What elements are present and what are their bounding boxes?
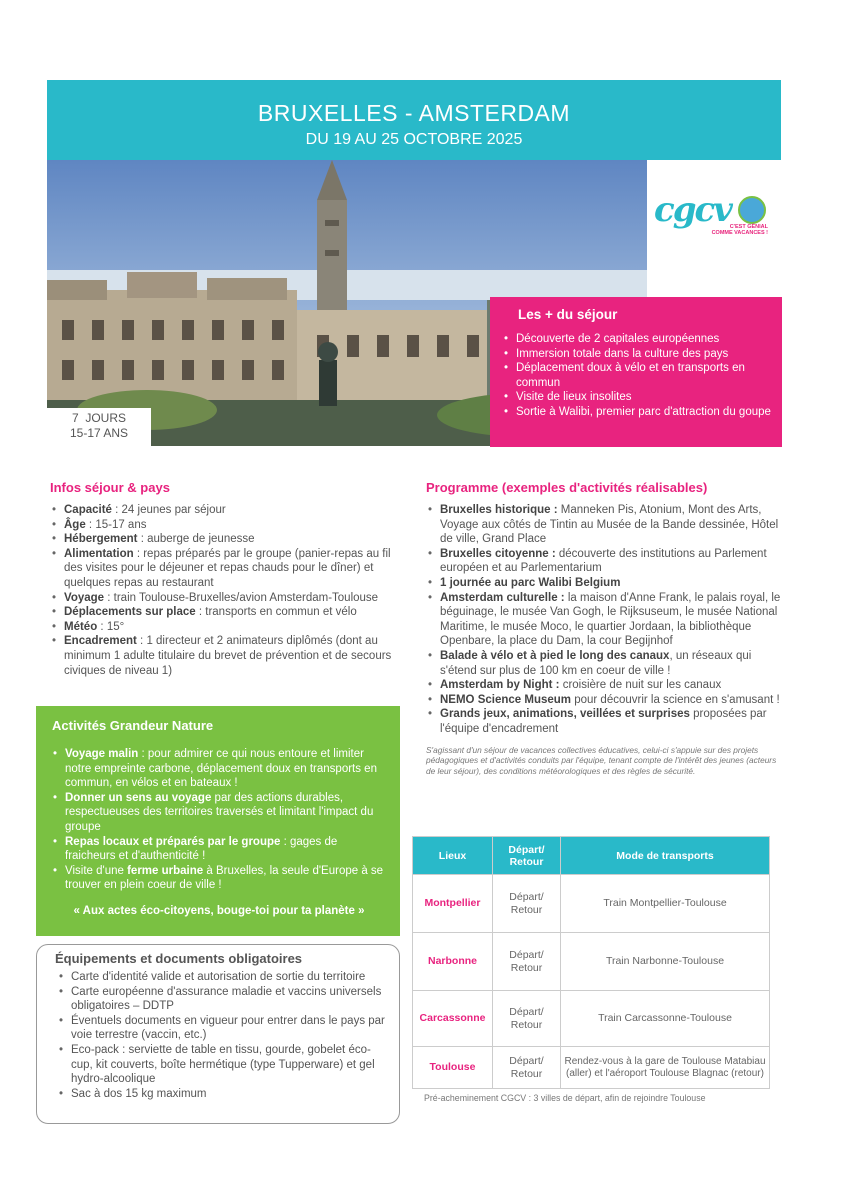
table-header-row bbox=[413, 837, 770, 875]
header-depart: Départ/ Retour bbox=[493, 837, 561, 875]
list-item: • Bruxelles historique : Manneken Pis, Atonium, Mont des Arts, Voyage aux côtés de Tintin au Musée de la Bande dessinée, Hôtel de ville, Grand Place bbox=[426, 503, 786, 547]
list-item: • Carte européenne d'assurance maladie et vaccins universels obligatoires – DDTP bbox=[55, 985, 385, 1014]
highlights-title: Les + du séjour bbox=[518, 307, 618, 322]
programme-section bbox=[426, 480, 786, 776]
list-item: • Voyage : train Toulouse-Bruxelles/avion Amsterdam-Toulouse bbox=[50, 591, 410, 606]
list-item: • Amsterdam culturelle : la maison d'Anne Frank, le palais royal, le béguinage, le musée Van Gogh, le Rijksuseum, le musée National Maritime, le musée Moco, le quartier Jordaan, la bibliothèque Openbare, la place du Dam, la cour Begijnhof bbox=[426, 591, 786, 649]
list-item: • Déplacements sur place : transports en commun et vélo bbox=[50, 605, 410, 620]
list-item: • Immersion totale dans la culture des pays bbox=[504, 347, 772, 362]
trip-title: BRUXELLES - AMSTERDAM bbox=[257, 100, 571, 126]
list-item: • 1 journée au parc Walibi Belgium bbox=[426, 576, 786, 591]
list-item: • Alimentation : repas préparés par le groupe (panier-repas au fil des visites pour le déjeuner et repas chauds pour le dîner) et quelques repas au restaurant bbox=[50, 547, 410, 591]
depart-cell: Départ/ Retour bbox=[493, 875, 561, 933]
list-item: • Météo : 15° bbox=[50, 620, 410, 635]
transport-footnote: Pré-acheminement CGCV : 3 villes de départ, afin de rejoindre Toulouse bbox=[424, 1093, 706, 1103]
mode-cell: Train Narbonne-Toulouse bbox=[561, 933, 770, 991]
list-item: • Eco-pack : serviette de table en tissu, gourde, gobelet éco-cup, kit couverts, boîte hermétique (type Tupperware) et gel hydro-alcoolique bbox=[55, 1043, 385, 1087]
trip-dates: DU 19 AU 25 OCTOBRE 2025 bbox=[305, 131, 523, 148]
nature-slogan: « Aux actes éco-citoyens, bouge-toi pour ta planète » bbox=[73, 904, 365, 917]
list-item: • Hébergement : auberge de jeunesse bbox=[50, 532, 410, 547]
nature-title: Activités Grandeur Nature bbox=[52, 718, 214, 733]
mode-cell: Train Montpellier-Toulouse bbox=[561, 875, 770, 933]
programme-title: Programme (exemples d'activités réalisables) bbox=[426, 480, 708, 495]
nature-activities-box bbox=[36, 706, 400, 936]
mode-cell: Train Carcassonne-Toulouse bbox=[561, 991, 770, 1047]
list-item: • Éventuels documents en vigueur pour entrer dans le pays par voie terrestre (vaccin, etc.) bbox=[55, 1014, 385, 1043]
list-item: • Visite d'une ferme urbaine à Bruxelles, la seule d'Europe à se trouver en plein coeur de ville ! bbox=[52, 864, 386, 893]
highlights-box bbox=[490, 297, 782, 447]
highlights-list bbox=[504, 332, 772, 419]
list-item: • Sortie à Walibi, premier parc d'attraction du goupe bbox=[504, 405, 772, 420]
trip-info-list bbox=[50, 503, 410, 678]
list-item: • Carte d'identité valide et autorisation de sortie du territoire bbox=[55, 970, 385, 985]
list-item: • Voyage malin : pour admirer ce qui nous entoure et limiter notre empreinte carbone, déplacement doux en transports en commun, en vélos et en bateaux ! bbox=[52, 747, 386, 791]
globe-icon bbox=[738, 196, 766, 224]
table-row bbox=[413, 875, 770, 933]
duration-box bbox=[47, 408, 151, 446]
logo-tagline: C'EST GÉNIAL COMME VACANCES ! bbox=[711, 224, 768, 236]
list-item: • Repas locaux et préparés par le groupe : gages de fraicheurs et d'authenticité ! bbox=[52, 835, 386, 864]
list-item: • Balade à vélo et à pied le long des canaux, un réseaux qui s'étend sur plus de 100 km en coeur de ville ! bbox=[426, 649, 786, 678]
duration-days: 7 JOURS bbox=[71, 411, 126, 425]
list-item: • Capacité : 24 jeunes par séjour bbox=[50, 503, 410, 518]
list-item: • Donner un sens au voyage par des actions durables, respectueuses des territoires traversés et limitant l'impact du groupe bbox=[52, 791, 386, 835]
table-row bbox=[413, 1047, 770, 1089]
header-mode: Mode de transports bbox=[561, 837, 770, 875]
cgcv-logo bbox=[652, 190, 782, 246]
equipment-list bbox=[55, 970, 385, 1101]
list-item: • Âge : 15-17 ans bbox=[50, 518, 410, 533]
mode-cell: Rendez-vous à la gare de Toulouse Matabiau (aller) et l'aéroport Toulouse Blagnac (retour) bbox=[561, 1047, 770, 1089]
transport-table bbox=[412, 836, 770, 1089]
list-item: • Grands jeux, animations, veillées et surprises proposées par l'équipe d'encadrement bbox=[426, 707, 786, 736]
city-cell: Narbonne bbox=[413, 933, 493, 991]
trip-info-title: Infos séjour & pays bbox=[50, 480, 170, 495]
list-item: • Bruxelles citoyenne : découverte des institutions au Parlement européen et au Parlementarium bbox=[426, 547, 786, 576]
depart-cell: Départ/ Retour bbox=[493, 1047, 561, 1089]
programme-list bbox=[426, 503, 786, 737]
nature-list bbox=[52, 747, 386, 893]
list-item: • Sac à dos 15 kg maximum bbox=[55, 1087, 385, 1102]
city-cell: Montpellier bbox=[413, 875, 493, 933]
table-row bbox=[413, 933, 770, 991]
list-item: • NEMO Science Museum pour découvrir la science en s'amusant ! bbox=[426, 693, 786, 708]
list-item: • Déplacement doux à vélo et en transports en commun bbox=[504, 361, 772, 390]
equipment-title: Équipements et documents obligatoires bbox=[55, 951, 303, 966]
list-item: • Amsterdam by Night : croisière de nuit sur les canaux bbox=[426, 678, 786, 693]
list-item: • Visite de lieux insolites bbox=[504, 390, 772, 405]
city-cell: Carcassonne bbox=[413, 991, 493, 1047]
list-item: • Encadrement : 1 directeur et 2 animateurs diplômés (dont au minimum 1 adulte titulaire du brevet de prévention et de secours civiques de niveau 1) bbox=[50, 634, 410, 678]
header-lieux: Lieux bbox=[413, 837, 493, 875]
city-cell: Toulouse bbox=[413, 1047, 493, 1089]
list-item: • Découverte de 2 capitales européennes bbox=[504, 332, 772, 347]
table-row bbox=[413, 991, 770, 1047]
trip-info-section bbox=[50, 480, 410, 678]
age-range: 15-17 ANS bbox=[69, 426, 129, 440]
equipment-box bbox=[36, 944, 400, 1124]
title-banner bbox=[47, 80, 781, 160]
logo-wordmark: cgcv bbox=[654, 190, 731, 230]
programme-note: S'agissant d'un séjour de vacances collectives éducatives, celui-ci s'appuie sur des projets pédagogiques et d'activités conduits par l'équipe, tenant compte de l'intérêt des jeunes (acteurs de leur séjour), des conditions météorologiques et des règles de sécurité. bbox=[426, 744, 777, 776]
depart-cell: Départ/ Retour bbox=[493, 933, 561, 991]
depart-cell: Départ/ Retour bbox=[493, 991, 561, 1047]
